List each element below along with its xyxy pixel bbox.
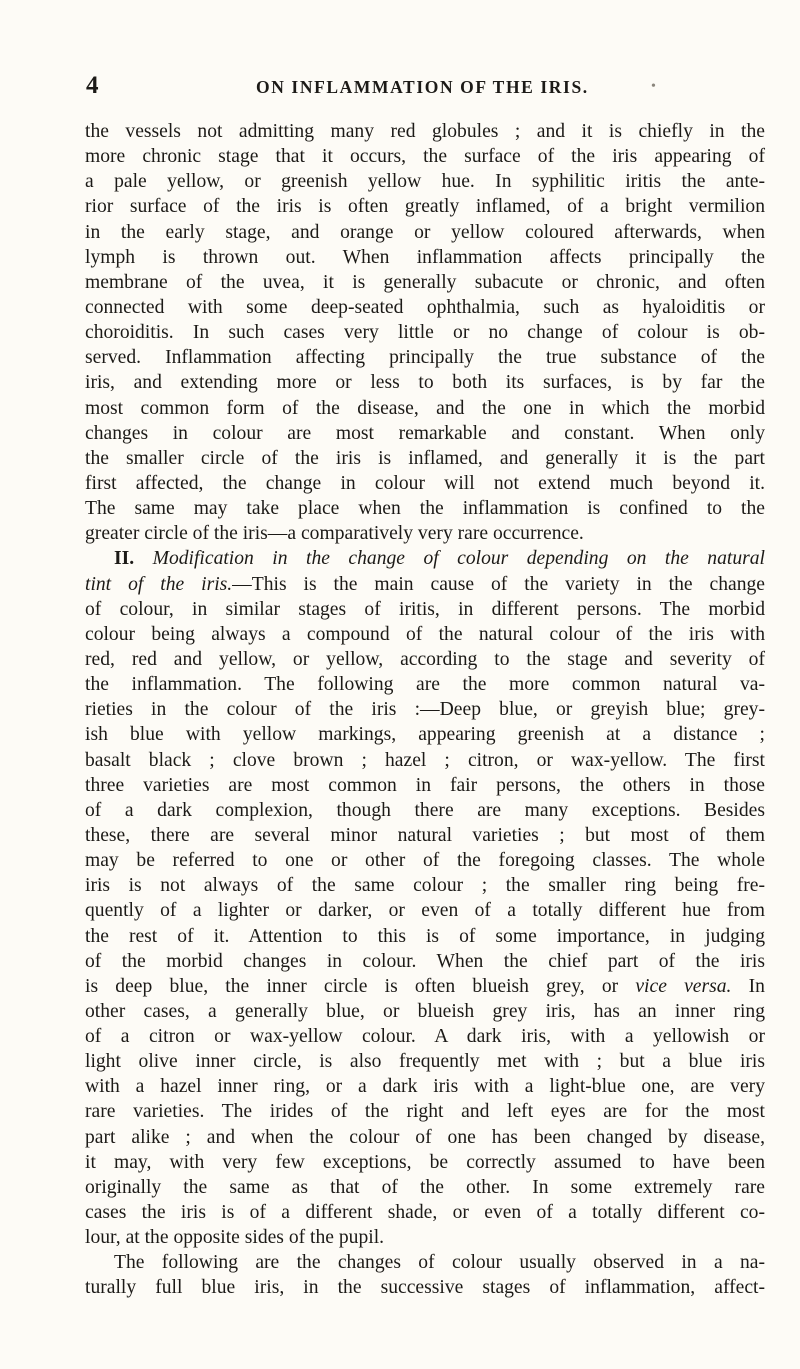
- text-line: part alike ; and when the colour of one has been changed by disease,: [85, 1126, 765, 1148]
- text-line: iris, and extending more or less to both its surfaces, is by far the: [85, 372, 765, 394]
- text-line: greater circle of the iris—a comparatively very rare occurrence.: [85, 523, 584, 545]
- section-heading-line: [85, 572, 765, 597]
- text-line: rare varieties. The irides of the right and left eyes are for the most: [85, 1101, 765, 1123]
- italic-phrase: vice versa.: [635, 975, 732, 997]
- text-line: rieties in the colour of the iris :—Deep blue, or greyish blue; grey-: [85, 699, 765, 721]
- running-head: [86, 71, 776, 101]
- body-text: [85, 119, 765, 1301]
- page-number: 4: [86, 72, 99, 99]
- section-heading-line: [85, 546, 765, 571]
- text-line: the inflammation. The following are the more common natural va-: [85, 674, 765, 696]
- text-line: of colour, in similar stages of iritis, in different persons. The morbid: [85, 598, 765, 620]
- text-line: of a citron or wax-yellow colour. A dark iris, with a yellowish or: [85, 1026, 765, 1048]
- text-line: may be referred to one or other of the foregoing classes. The whole: [85, 850, 765, 872]
- text-line: the vessels not admitting many red globules ; and it is chiefly in the: [85, 121, 765, 142]
- text-line: iris is not always of the same colour ; the smaller ring being fre-: [85, 875, 765, 897]
- text-line: quently of a lighter or darker, or even of a totally different hue from: [85, 900, 765, 922]
- text-line: served. Inflammation affecting principally the true substance of the: [85, 347, 765, 369]
- text-line: [85, 974, 765, 999]
- section-numeral: II.: [114, 548, 135, 570]
- text-line: The same may take place when the inflammation is confined to the: [85, 498, 765, 520]
- text-line: most common form of the disease, and the one in which the morbid: [85, 397, 765, 419]
- text-line: originally the same as that of the other. In some extremely rare: [85, 1176, 765, 1198]
- text-line: colour being always a compound of the natural colour of the iris with: [85, 623, 765, 645]
- text-line: a pale yellow, or greenish yellow hue. In syphilitic iritis the ante-: [85, 171, 765, 193]
- text-line: more chronic stage that it occurs, the surface of the iris appearing of: [85, 146, 765, 168]
- text-line: in the early stage, and orange or yellow coloured afterwards, when: [85, 221, 765, 243]
- text-line: lymph is thrown out. When inflammation affects principally the: [85, 246, 765, 268]
- text-line: ish blue with yellow markings, appearing greenish at a distance ;: [85, 724, 765, 746]
- text-line: turally full blue iris, in the successive stages of inflammation, affect-: [85, 1277, 765, 1299]
- text-line: the rest of it. Attention to this is of some importance, in judging: [85, 925, 765, 947]
- text-line: connected with some deep-seated ophthalmia, such as hyaloiditis or: [85, 296, 765, 318]
- text-fragment: In: [731, 975, 765, 997]
- text-line: rior surface of the iris is often greatly inflamed, of a bright vermilion: [85, 196, 765, 218]
- text-line: lour, at the opposite sides of the pupil.: [85, 1227, 385, 1249]
- text-line: changes in colour are most remarkable and constant. When only: [85, 422, 765, 444]
- text-line: of the morbid changes in colour. When the chief part of the iris: [85, 950, 765, 972]
- printer-mark: •: [651, 79, 656, 94]
- text-line: other cases, a generally blue, or blueish grey iris, has an inner ring: [85, 1000, 765, 1022]
- text-line: cases the iris is of a different shade, or even of a totally different co-: [85, 1202, 765, 1224]
- text-line: first affected, the change in colour will not extend much beyond it.: [85, 472, 765, 494]
- text-line: three varieties are most common in fair persons, the others in those: [85, 774, 765, 796]
- text-line: basalt black ; clove brown ; hazel ; citron, or wax-yellow. The first: [85, 749, 765, 771]
- text-line: with a hazel inner ring, or a dark iris with a light-blue one, are very: [85, 1076, 765, 1098]
- text-line: it may, with very few exceptions, be correctly assumed to have been: [85, 1151, 765, 1173]
- section-title-italic: Modification in the change of colour depending on the natural: [152, 548, 765, 570]
- text-line: membrane of the uvea, it is generally subacute or chronic, and often: [85, 271, 765, 293]
- text-fragment: is deep blue, the inner circle is often blueish grey, or: [85, 975, 636, 997]
- running-title: ON INFLAMMATION OF THE IRIS.: [256, 77, 589, 97]
- text-line: the smaller circle of the iris is inflamed, and generally it is the part: [85, 447, 765, 469]
- text-line: The following are the changes of colour usually observed in a na-: [114, 1252, 765, 1274]
- section-title-italic: tint of the iris.: [85, 573, 233, 595]
- text-line: these, there are several minor natural varieties ; but most of them: [85, 824, 765, 846]
- text-line: choroiditis. In such cases very little or no change of colour is ob-: [85, 322, 765, 344]
- text-line: light olive inner circle, is also frequently met with ; but a blue iris: [85, 1051, 765, 1073]
- text-line: red, red and yellow, or yellow, according to the stage and severity of: [85, 648, 765, 670]
- text-line: of a dark complexion, though there are many exceptions. Besides: [85, 799, 765, 821]
- section-lead-text: —This is the main cause of the variety in the change: [232, 573, 765, 595]
